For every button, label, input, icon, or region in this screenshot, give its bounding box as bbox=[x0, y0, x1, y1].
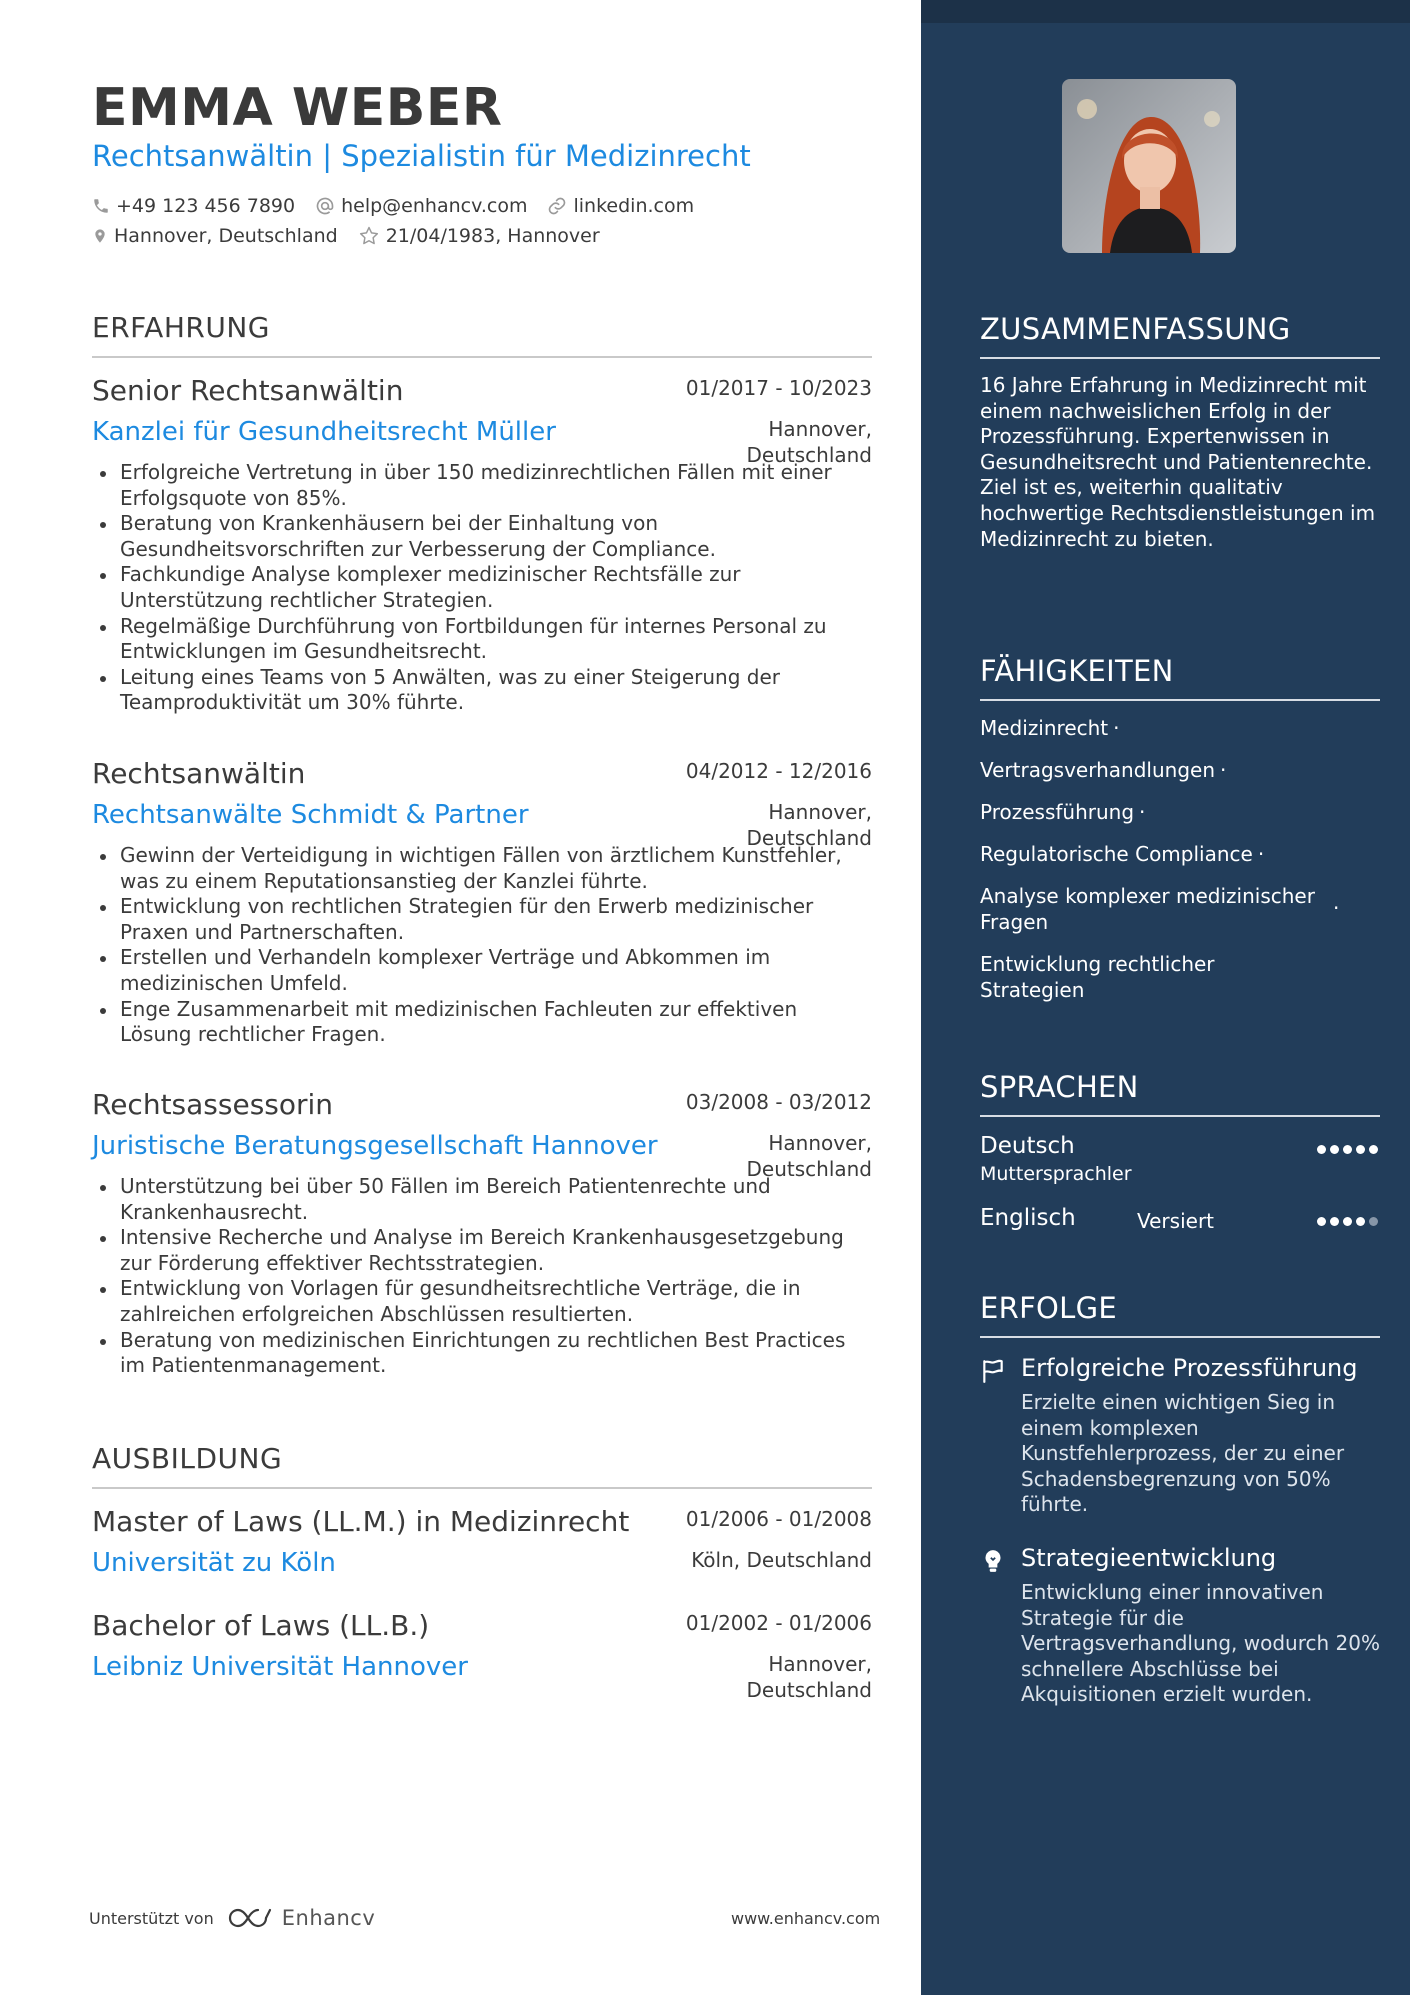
candidate-name: EMMA WEBER bbox=[92, 78, 503, 138]
job-entry bbox=[92, 374, 872, 716]
job-role: Rechtsanwältin bbox=[92, 757, 306, 790]
achievement-item bbox=[980, 1544, 1380, 1708]
job-dates: 03/2008 - 03/2012 bbox=[685, 1090, 872, 1114]
rating-dot-filled bbox=[1343, 1145, 1352, 1154]
rating-dot-filled bbox=[1317, 1145, 1326, 1154]
sidebar-top-band bbox=[921, 0, 1410, 23]
summary-text: 16 Jahre Erfahrung in Medizinrecht mit einem nachweislichen Erfolg in der Prozessführung. Expertenwissen in Gesundheitsrecht und Patientenrechte. Ziel ist es, weiterhin qualitativ hochwertige Rechtsdienstleistungen im Medizinrecht zu bieten. bbox=[980, 373, 1376, 551]
brand-name: Enhancv bbox=[281, 1906, 376, 1930]
footer-branding bbox=[89, 1905, 375, 1931]
contact-phone[interactable] bbox=[92, 195, 295, 217]
headline: Rechtsanwältin | Spezialistin für Medizinrecht bbox=[92, 139, 751, 173]
skill-item: Prozessführung · bbox=[980, 800, 1146, 824]
skills-title: FÄHIGKEITEN bbox=[980, 654, 1380, 701]
languages-section bbox=[980, 1070, 1380, 1267]
job-bullet: Beratung von Krankenhäusern bei der Einhaltung von Gesundheitsvorschriften zur Verbesserung der Compliance. bbox=[92, 511, 872, 562]
skill-item: Vertragsverhandlungen · bbox=[980, 758, 1227, 782]
skill-item: Regulatorische Compliance · bbox=[980, 842, 1265, 866]
summary-title: ZUSAMMENFASSUNG bbox=[980, 312, 1380, 359]
phone-icon bbox=[92, 197, 110, 215]
skills-section bbox=[980, 654, 1380, 1019]
job-bullets bbox=[92, 1174, 872, 1379]
language-rating bbox=[1317, 1217, 1378, 1226]
email-text: help@enhancv.com bbox=[341, 195, 528, 217]
experience-section-title: ERFAHRUNG bbox=[92, 311, 872, 358]
contact-linkedin[interactable] bbox=[547, 195, 694, 217]
skills-list bbox=[980, 715, 1380, 1003]
contact-location bbox=[92, 225, 338, 247]
job-entry bbox=[92, 757, 872, 1048]
job-bullet: Gewinn der Verteidigung in wichtigen Fällen von ärztlichem Kunstfehler, was zu einem Reputationsanstieg der Kanzlei führte. bbox=[92, 843, 872, 894]
education-location: Köln, Deutschland bbox=[691, 1548, 872, 1572]
job-bullet: Entwicklung von rechtlichen Strategien für den Erwerb medizinischer Praxen und Partnerschaften. bbox=[92, 894, 872, 945]
lightbulb-icon bbox=[980, 1548, 1006, 1574]
contact-birth bbox=[358, 225, 600, 247]
at-icon bbox=[315, 196, 335, 216]
rating-dot-filled bbox=[1356, 1145, 1365, 1154]
education-entry bbox=[92, 1505, 872, 1579]
job-location: Hannover, Deutschland bbox=[746, 417, 872, 467]
rating-dot-filled bbox=[1356, 1217, 1365, 1226]
language-name: Englisch bbox=[980, 1205, 1076, 1231]
education-section-title: AUSBILDUNG bbox=[92, 1442, 872, 1489]
location-pin-icon bbox=[92, 226, 108, 246]
degree: Bachelor of Laws (LL.B.) bbox=[92, 1609, 430, 1642]
contact-email[interactable] bbox=[315, 195, 527, 217]
job-bullet: Erstellen und Verhandeln komplexer Verträge und Abkommen im medizinischen Umfeld. bbox=[92, 945, 872, 996]
job-bullet: Intensive Recherche und Analyse im Bereich Krankenhausgesetzgebung zur Förderung effektiver Rechtsstrategien. bbox=[92, 1225, 872, 1276]
job-role: Rechtsassessorin bbox=[92, 1088, 334, 1121]
enhancv-logo-icon bbox=[226, 1905, 274, 1931]
job-location: Hannover, Deutschland bbox=[746, 1131, 872, 1181]
birth-text: 21/04/1983, Hannover bbox=[385, 225, 600, 247]
job-bullets bbox=[92, 460, 872, 716]
linkedin-text: linkedin.com bbox=[573, 195, 695, 217]
job-bullet: Erfolgreiche Vertretung in über 150 medizinrechtlichen Fällen mit einer Erfolgsquote von 85%. bbox=[92, 460, 872, 511]
job-bullet: Enge Zusammenarbeit mit medizinischen Fachleuten zur effektiven Lösung rechtlicher Fragen. bbox=[92, 997, 872, 1048]
achievement-title: Erfolgreiche Prozessführung bbox=[1021, 1354, 1358, 1382]
achievement-title: Strategieentwicklung bbox=[1021, 1543, 1277, 1572]
language-row bbox=[980, 1133, 1380, 1195]
job-dates: 04/2012 - 12/2016 bbox=[685, 759, 872, 783]
location-text: Hannover, Deutschland bbox=[114, 225, 338, 247]
phone-text: +49 123 456 7890 bbox=[116, 195, 296, 217]
language-level: Versiert bbox=[1137, 1209, 1215, 1233]
job-bullet: Regelmäßige Durchführung von Fortbildungen für internes Personal zu Entwicklungen im Gesundheitsrecht. bbox=[92, 614, 872, 665]
rating-dot-filled bbox=[1330, 1217, 1339, 1226]
star-icon bbox=[358, 225, 380, 247]
job-company[interactable]: Kanzlei für Gesundheitsrecht Müller bbox=[92, 417, 556, 447]
flag-icon bbox=[980, 1358, 1006, 1384]
education-dates: 01/2002 - 01/2006 bbox=[685, 1611, 872, 1635]
languages-title: SPRACHEN bbox=[980, 1070, 1380, 1117]
achievements-section bbox=[980, 1291, 1380, 1708]
language-level: Muttersprachler bbox=[980, 1163, 1132, 1185]
job-bullet: Leitung eines Teams von 5 Anwälten, was zu einer Steigerung der Teamproduktivität um 30% führte. bbox=[92, 665, 872, 716]
language-row bbox=[980, 1205, 1380, 1267]
profile-photo bbox=[1062, 79, 1236, 253]
job-bullets bbox=[92, 843, 872, 1048]
footer-url[interactable]: www.enhancv.com bbox=[731, 1909, 881, 1928]
skill-item: Analyse komplexer medizinischer Fragen · bbox=[980, 884, 1340, 934]
achievements-title: ERFOLGE bbox=[980, 1291, 1380, 1338]
job-role: Senior Rechtsanwältin bbox=[92, 374, 404, 407]
school[interactable]: Universität zu Köln bbox=[92, 1548, 336, 1578]
contact-row-1 bbox=[92, 195, 714, 217]
rating-dot-empty bbox=[1369, 1217, 1378, 1226]
job-bullet: Entwicklung von Vorlagen für gesundheitsrechtliche Verträge, die in zahlreichen erfolgreichen Abschlüssen resultierten. bbox=[92, 1276, 872, 1327]
summary-section bbox=[980, 312, 1380, 552]
skill-item: Medizinrecht · bbox=[980, 716, 1120, 740]
job-location: Hannover, Deutschland bbox=[746, 800, 872, 850]
degree: Master of Laws (LL.M.) in Medizinrecht bbox=[92, 1505, 630, 1538]
school[interactable]: Leibniz Universität Hannover bbox=[92, 1652, 468, 1682]
job-bullet: Fachkundige Analyse komplexer medizinischer Rechtsfälle zur Unterstützung rechtlicher Strategien. bbox=[92, 562, 872, 613]
education-entry bbox=[92, 1609, 872, 1702]
job-bullet: Beratung von medizinischen Einrichtungen zu rechtlichen Best Practices im Patientenmanagement. bbox=[92, 1328, 872, 1379]
language-name: Deutsch bbox=[980, 1133, 1075, 1159]
rating-dot-filled bbox=[1343, 1217, 1352, 1226]
skill-item: Entwicklung rechtlicher Strategien bbox=[980, 952, 1215, 1002]
achievement-desc: Erzielte einen wichtigen Sieg in einem komplexen Kunstfehlerprozess, der zu einer Schadensbegrenzung von 50% führte. bbox=[1021, 1390, 1345, 1517]
sidebar bbox=[921, 0, 1410, 1995]
achievement-desc: Entwicklung einer innovativen Strategie für die Vertragsverhandlung, wodurch 20% schnellere Abschlüsse bei Akquisitionen erzielt wurden. bbox=[1021, 1579, 1380, 1707]
achievement-item bbox=[980, 1354, 1380, 1518]
contact-row-2 bbox=[92, 225, 620, 247]
rating-dot-filled bbox=[1317, 1217, 1326, 1226]
job-bullet: Unterstützung bei über 50 Fällen im Bereich Patientenrechte und Krankenhausrecht. bbox=[92, 1174, 872, 1225]
rating-dot-filled bbox=[1369, 1145, 1378, 1154]
education-dates: 01/2006 - 01/2008 bbox=[685, 1507, 872, 1531]
job-company[interactable]: Rechtsanwälte Schmidt & Partner bbox=[92, 800, 529, 830]
education-location: Hannover, Deutschland bbox=[746, 1652, 872, 1702]
job-company[interactable]: Juristische Beratungsgesellschaft Hannover bbox=[92, 1131, 658, 1161]
language-rating bbox=[1317, 1145, 1378, 1154]
powered-by-text: Unterstützt von bbox=[89, 1908, 214, 1928]
job-dates: 01/2017 - 10/2023 bbox=[685, 376, 872, 400]
link-icon bbox=[547, 196, 567, 216]
rating-dot-filled bbox=[1330, 1145, 1339, 1154]
job-entry bbox=[92, 1088, 872, 1379]
